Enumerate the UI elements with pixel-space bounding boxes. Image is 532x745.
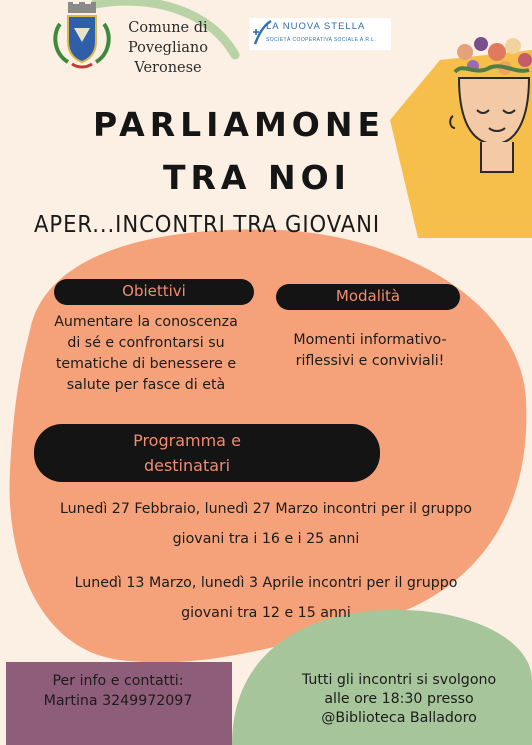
obiettivi-line: Aumentare la conoscenza xyxy=(54,314,238,330)
obiettivi-label: Obiettivi xyxy=(122,282,186,300)
partner-name: LA NUOVA STELLA xyxy=(266,21,366,32)
venue-line: alle ore 18:30 presso xyxy=(324,691,474,707)
contacts-line: Martina 3249972097 xyxy=(43,693,193,709)
modalita-text xyxy=(262,330,478,372)
programma-group-1 xyxy=(10,494,522,554)
programma-line: Lunedì 13 Marzo, lunedì 3 Aprile incontri per il gruppo xyxy=(74,575,458,591)
venue-text xyxy=(280,671,518,728)
programma-line: Lunedì 27 Febbraio, lunedì 27 Marzo incontri per il gruppo xyxy=(59,501,472,517)
municipality-line: Veronese xyxy=(134,60,202,76)
modalita-label: Modalità xyxy=(335,287,401,305)
modalita-line: Momenti informativo- xyxy=(293,332,447,348)
municipality-name xyxy=(128,18,208,78)
obiettivi-line: salute per fasce di età xyxy=(66,377,226,393)
contacts-line: Per info e contatti: xyxy=(52,673,184,689)
programma-line: giovani tra i 16 e i 25 anni xyxy=(172,531,360,547)
modalita-line: riflessivi e conviviali! xyxy=(295,353,445,369)
obiettivi-line: tematiche di benessere e xyxy=(55,356,237,372)
programma-line: giovani tra 12 e 15 anni xyxy=(181,605,351,621)
venue-line: Tutti gli incontri si svolgono xyxy=(301,672,497,688)
municipality-line: Comune di xyxy=(128,20,208,36)
title-line-1: PARLIAMONE xyxy=(93,105,386,144)
title-line-2: TRA NOI xyxy=(163,158,351,197)
head-with-flowers-icon xyxy=(445,32,532,187)
coat-of-arms-icon xyxy=(52,2,112,70)
programma-label xyxy=(34,428,340,478)
obiettivi-text xyxy=(30,312,262,396)
subtitle: APER...INCONTRI TRA GIOVANI xyxy=(34,212,381,238)
contacts-text xyxy=(18,671,218,711)
obiettivi-line: di sé e confrontarsi su xyxy=(67,335,225,351)
programma-label-line: Programma e xyxy=(133,431,241,450)
partner-subtitle: SOCIETÀ COOPERATIVA SOCIALE A.R.L. xyxy=(266,37,377,43)
municipality-line: Povegliano xyxy=(128,40,208,56)
programma-label-line: destinatari xyxy=(143,456,231,475)
programma-group-2 xyxy=(10,568,522,628)
venue-line: @Biblioteca Balladoro xyxy=(321,710,477,726)
